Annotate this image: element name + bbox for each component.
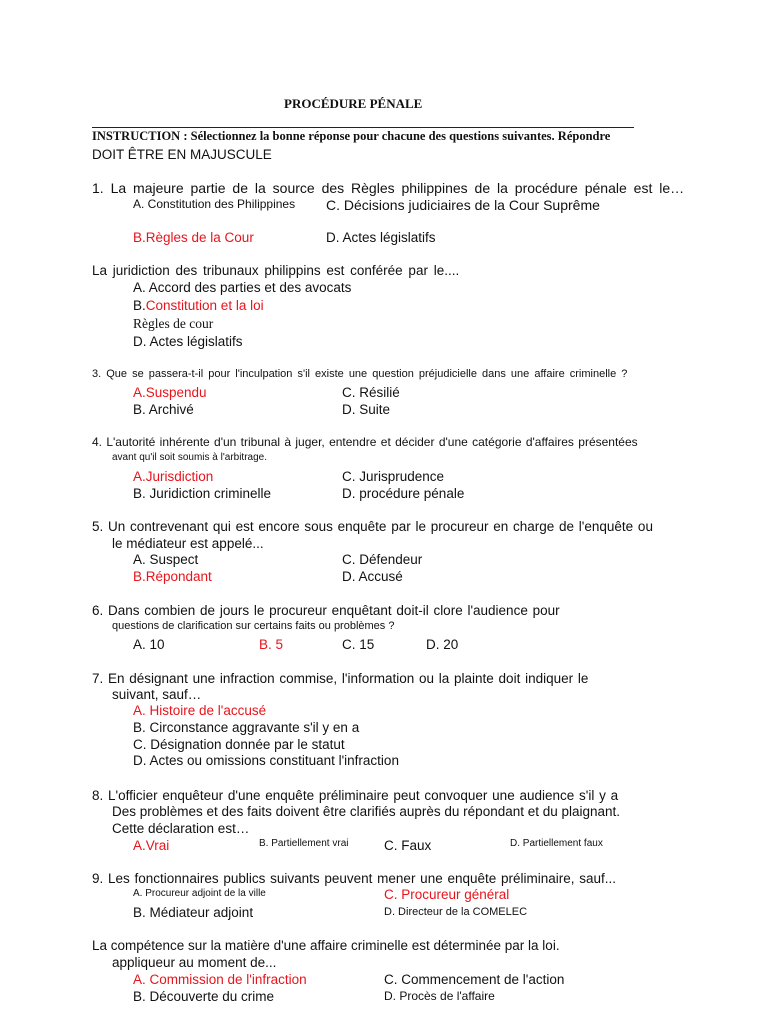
q5-option-a[interactable]: A. Suspect	[133, 552, 199, 567]
q6-option-a[interactable]: A. 10	[133, 637, 165, 652]
q1-option-d[interactable]: D. Actes législatifs	[326, 230, 436, 245]
q1-option-b[interactable]: B.Règles de la Cour	[133, 230, 254, 245]
question-9-text: 9. Les fonctionnaires publics suivants peuvent mener une enquête préliminaire, sauf...	[92, 871, 617, 886]
q10-option-b[interactable]: B. Découverte du crime	[133, 989, 275, 1004]
q3-option-a[interactable]: A.Suspendu	[133, 385, 207, 400]
question-7-text: 7. En désignant une infraction commise, l'information ou la plainte doit indiquer le	[92, 671, 589, 686]
q9-option-d[interactable]: D. Directeur de la COMELEC	[384, 906, 528, 918]
question-7-text-2: suivant, sauf…	[112, 687, 202, 702]
q7-option-d[interactable]: D. Actes ou omissions constituant l'infraction	[133, 753, 399, 768]
q2-option-a[interactable]: A. Accord des parties et des avocats	[133, 280, 352, 295]
q10-option-d[interactable]: D. Procès de l'affaire	[384, 989, 495, 1003]
q10-option-c[interactable]: C. Commencement de l'action	[384, 972, 565, 987]
q8-option-a[interactable]: A.Vrai	[133, 838, 170, 853]
q5-option-d[interactable]: D. Accusé	[342, 569, 403, 584]
question-4-text: 4. L'autorité inhérente d'un tribunal à juger, entendre et décider d'une catégorie d'affaires présentées	[92, 435, 638, 449]
question-5-text: 5. Un contrevenant qui est encore sous enquête par le procureur en charge de l'enquête ou	[92, 519, 653, 534]
q3-option-d[interactable]: D. Suite	[342, 402, 391, 417]
q9-option-c[interactable]: C. Procureur général	[384, 887, 510, 902]
question-4-text-2: avant qu'il soit soumis à l'arbitrage.	[112, 452, 268, 463]
q2-option-b-text: Constitution et la loi	[145, 298, 264, 313]
q8-option-b[interactable]: B. Partiellement vrai	[259, 838, 349, 849]
q7-option-a[interactable]: A. Histoire de l'accusé	[133, 703, 267, 718]
question-8-text-3: Cette déclaration est…	[112, 821, 250, 836]
question-6-text: 6. Dans combien de jours le procureur enquêtant doit-il clore l'audience pour	[92, 603, 560, 618]
q9-option-a[interactable]: A. Procureur adjoint de la ville	[133, 888, 266, 899]
question-6-text-2: questions de clarification sur certains faits ou problèmes ?	[112, 620, 395, 632]
title-divider	[92, 127, 634, 128]
question-3-text: 3. Que se passera-t-il pour l'inculpation s'il existe une question préjudicielle dans une affaire criminelle ?	[92, 368, 628, 380]
question-1-text: 1. La majeure partie de la source des Règles philippines de la procédure pénale est le…	[92, 180, 685, 196]
q5-option-c[interactable]: C. Défendeur	[342, 552, 423, 567]
q8-option-c[interactable]: C. Faux	[384, 838, 432, 853]
q6-option-c[interactable]: C. 15	[342, 637, 375, 652]
q6-option-d[interactable]: D. 20	[426, 637, 459, 652]
question-10-text-2: appliqueur au moment de...	[112, 955, 277, 970]
q10-option-a[interactable]: A. Commission de l'infraction	[133, 972, 307, 987]
q1-option-c[interactable]: C. Décisions judiciaires de la Cour Suprême	[326, 197, 600, 213]
q2-option-b[interactable]	[133, 298, 264, 313]
question-5-text-2: le médiateur est appelé...	[112, 536, 264, 551]
q3-option-c[interactable]: C. Résilié	[342, 385, 400, 400]
q9-option-b[interactable]: B. Médiateur adjoint	[133, 905, 254, 920]
q7-option-c[interactable]: C. Désignation donnée par le statut	[133, 737, 345, 752]
q7-option-b[interactable]: B. Circonstance aggravante s'il y en a	[133, 720, 360, 735]
q4-option-b[interactable]: B. Juridiction criminelle	[133, 486, 272, 501]
question-8-text-2: Des problèmes et des faits doivent être clarifiés auprès du répondant et du plaignant.	[112, 804, 621, 819]
q2-option-d[interactable]: D. Actes législatifs	[133, 334, 243, 349]
q2-option-b-prefix: B.	[133, 298, 146, 313]
q4-option-c[interactable]: C. Jurisprudence	[342, 469, 445, 484]
q1-option-a[interactable]: A. Constitution des Philippines	[133, 197, 296, 211]
question-2-text: La juridiction des tribunaux philippins est conférée par le....	[92, 263, 460, 278]
page-title: PROCÉDURE PÉNALE	[284, 96, 423, 111]
question-10-text: La compétence sur la matière d'une affaire criminelle est déterminée par la loi.	[92, 938, 560, 953]
question-8-text: 8. L'officier enquêteur d'une enquête préliminaire peut convoquer une audience s'il y a	[92, 788, 619, 803]
q4-option-a[interactable]: A.Jurisdiction	[133, 469, 214, 484]
q8-option-d[interactable]: D. Partiellement faux	[510, 838, 603, 849]
q5-option-b[interactable]: B.Répondant	[133, 569, 212, 584]
q6-option-b[interactable]: B. 5	[259, 637, 284, 652]
q3-option-b[interactable]: B. Archivé	[133, 402, 194, 417]
q4-option-d[interactable]: D. procédure pénale	[342, 486, 465, 501]
instruction-line-2: DOIT ÊTRE EN MAJUSCULE	[92, 147, 272, 162]
q2-option-c[interactable]: Règles de cour	[133, 316, 214, 331]
instruction-line-1: INSTRUCTION : Sélectionnez la bonne réponse pour chacune des questions suivantes. Répondre	[92, 129, 611, 143]
